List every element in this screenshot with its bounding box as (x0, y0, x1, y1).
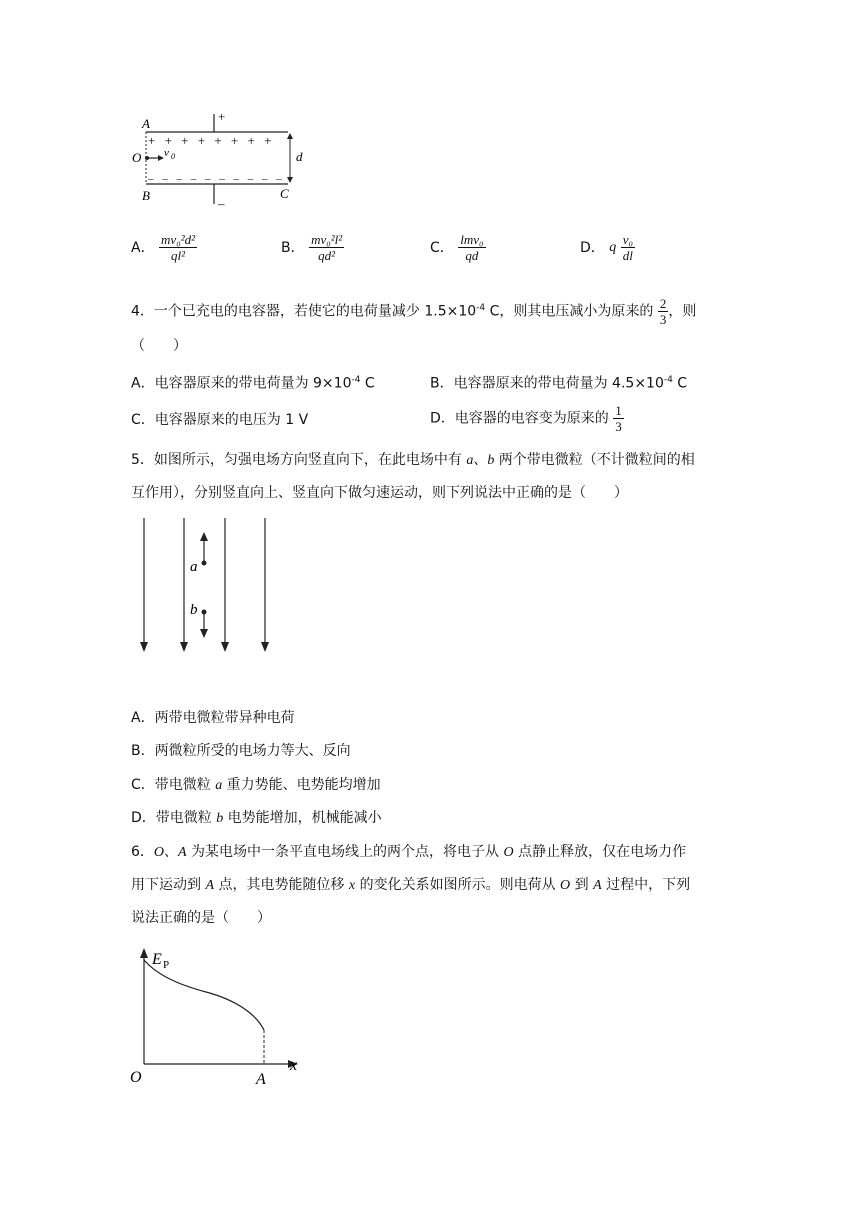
label-d: d (296, 149, 303, 164)
label-A: A (142, 116, 150, 131)
q-symbol: q (609, 239, 617, 255)
label-ep: E (152, 951, 162, 968)
electric-field-diagram (132, 514, 282, 656)
label-point-a: A (256, 1071, 266, 1088)
q6-stem-line3: 说法正确的是（ ） (131, 910, 271, 926)
ep-curve (144, 960, 264, 1030)
label-C: C (280, 186, 289, 201)
q4-bracket: （ ） (131, 338, 187, 354)
fraction: $\frac{\text{mv₀²l²}}{\text{qd²}}$ (311, 232, 343, 263)
label-origin: O (130, 1069, 142, 1086)
q3-option-b[interactable] (281, 232, 344, 263)
q4-option-d[interactable]: D．电容器的电容变为原来的 $\frac{1}{3}$ (430, 403, 622, 434)
fraction: $\frac{\text{lmv₀}}{qd}$ (460, 232, 484, 263)
label-b: b (190, 602, 198, 618)
q3-option-d[interactable] (580, 232, 635, 263)
q5-option-a[interactable]: A．两带电微粒带异种电荷 (131, 710, 295, 726)
q3-option-a[interactable] (131, 232, 197, 263)
capacitor-diagram (128, 108, 308, 212)
q5-option-d[interactable]: D．带电微粒 b 电势能增加，机械能减小 (131, 810, 382, 826)
potential-energy-graph (126, 944, 306, 1088)
fraction-two-thirds: $\frac{2}{3}$ (659, 296, 667, 327)
top-charges: + + + + + + + + (148, 133, 275, 148)
label-minus: – (218, 196, 225, 211)
svg-text:0: 0 (171, 152, 175, 161)
label-O: O (132, 150, 142, 165)
option-label: D． (580, 239, 605, 256)
option-label: B． (281, 239, 305, 256)
option-label: C． (430, 239, 454, 256)
label-v0: v (164, 147, 169, 159)
q4-stem: 4．一个已充电的电容器，若使它的电荷量减少 $1.5\times 10^{-4}$ C，则其电压减小为原来的 $\frac{2}{3}$ ，则 (131, 296, 697, 327)
q6-stem-line2: 用下运动到 A 点，其电势能随位移 x 的变化关系如图所示。则电荷从 O 到 A 过程中，下列 (131, 877, 691, 893)
q3-option-c[interactable] (430, 232, 486, 263)
fraction: $\frac{\text{v₀}}{dl}$ (622, 232, 633, 263)
label-plus: + (218, 109, 226, 124)
fraction-one-third: $\frac{1}{3}$ (615, 403, 622, 434)
svg-text:P: P (163, 959, 170, 971)
q4-option-c[interactable]: C．电容器原来的电压为 1 V (131, 412, 309, 428)
q5-stem-line2: 互作用），分别竖直向上、竖直向下做匀速运动，则下列说法中正确的是（ ） (131, 485, 628, 501)
q6-stem-line1: 6．O、A 为某电场中一条平直电场线上的两个点，将电子从 O 点静止释放，仅在电场力作 (131, 844, 687, 860)
q4-option-a[interactable]: A．电容器原来的带电荷量为 $9\times 10^{-4}$ C (131, 375, 375, 392)
bottom-charges: – – – – – – – – – – (148, 173, 285, 185)
q5-option-b[interactable]: B．两微粒所受的电场力等大、反向 (131, 743, 351, 759)
label-x-axis: x (290, 1057, 298, 1074)
label-a: a (190, 559, 198, 575)
fraction: $\frac{\text{mv₀²d²}}{\text{ql²}}$ (161, 232, 196, 263)
q5-stem-line1: 5．如图所示，匀强电场方向竖直向下，在此电场中有 a、b 两个带电微粒（不计微粒间的相 (131, 452, 695, 468)
option-label: A． (131, 239, 155, 256)
label-B: B (142, 188, 150, 203)
q5-option-c[interactable]: C．带电微粒 a 重力势能、电势能均增加 (131, 777, 381, 793)
q4-option-b[interactable]: B．电容器原来的带电荷量为 $4.5\times 10^{-4}$ C (430, 375, 688, 392)
